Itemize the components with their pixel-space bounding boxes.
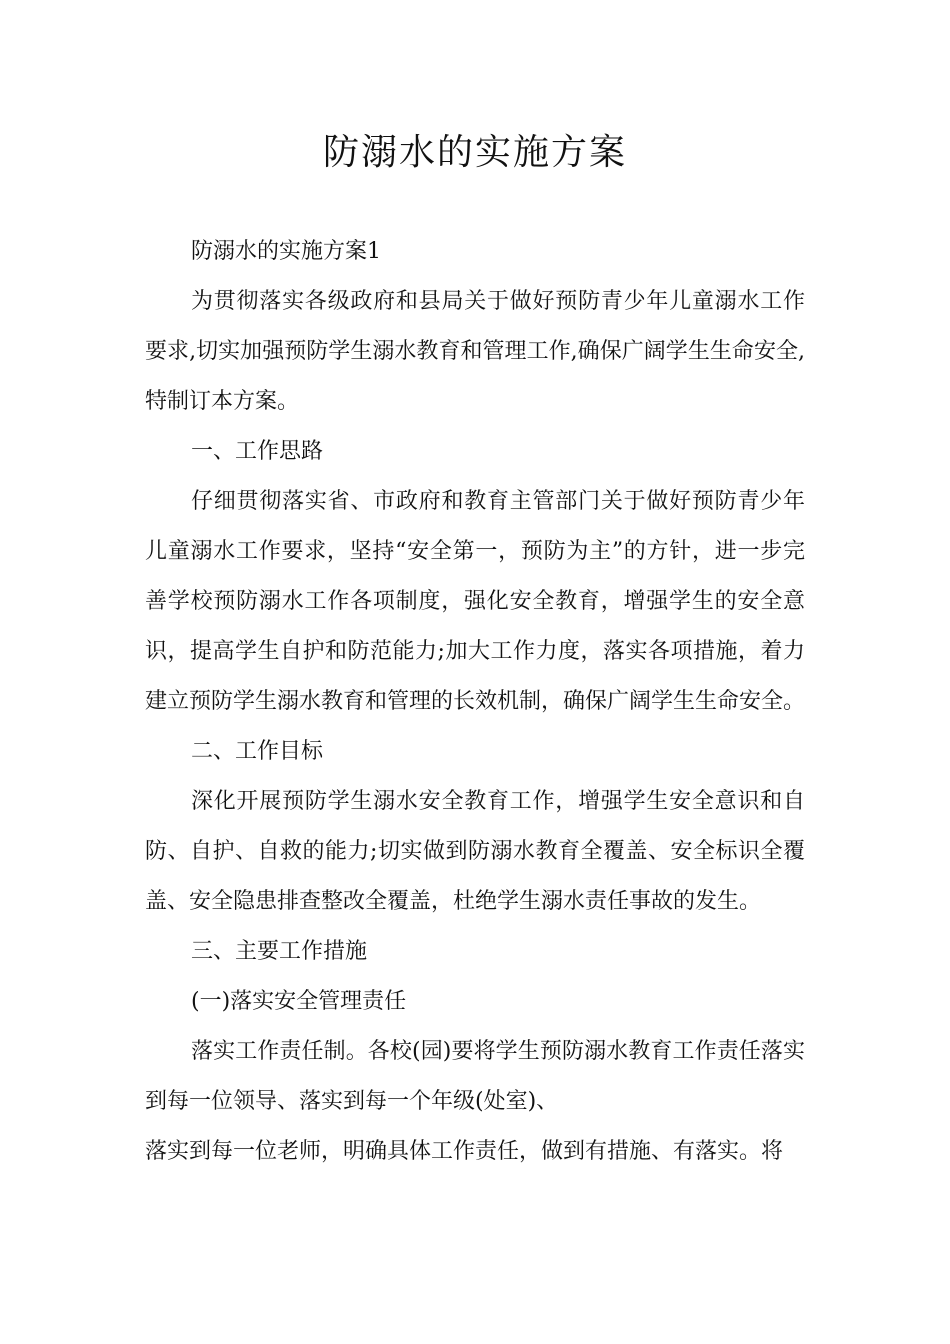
document-title: 防溺水的实施方案 (322, 132, 627, 173)
paragraph-work-approach: 仔细贯彻落实省、市政府和教育主管部门关于做好预防青少年儿童溺水工作要求，坚持“安全第一，预防为主”的方针，进一步完善学校预防溺水工作各项制度，强化安全教育，增强学生的安全意识，提高学生自护和防范能力;加大工作力度，落实各项措施，着力建立预防学生溺水教育和管理的长效机制，确保广阔学生生命安全。 (145, 489, 806, 714)
section-heading-main-measures: 三、主要工作措施 (191, 939, 368, 964)
subsection-heading-safety-responsibility: (一)落实安全管理责任 (191, 989, 407, 1014)
paragraph-work-goals: 深化开展预防学生溺水安全教育工作，增强学生安全意识和自防、自护、自救的能力;切实做到防溺水教育全覆盖、安全标识全覆盖、安全隐患排查整改全覆盖，杜绝学生溺水责任事故的发生。 (145, 789, 805, 914)
paragraph-responsibility-continued: 落实到每一位老师，明确具体工作责任，做到有措施、有落实。将 (145, 1139, 784, 1164)
paragraph-responsibility: 落实工作责任制。各校(园)要将学生预防溺水教育工作责任落实到每一位领导、落实到每一个年级(处室)、 (145, 1039, 805, 1114)
section-heading-plan-1: 防溺水的实施方案1 (191, 239, 381, 264)
section-heading-work-approach: 一、工作思路 (191, 439, 324, 464)
section-heading-work-goals: 二、工作目标 (191, 739, 324, 764)
paragraph-intro: 为贯彻落实各级政府和县局关于做好预防青少年儿童溺水工作要求,切实加强预防学生溺水教育和管理工作,确保广阔学生生命安全,特制订本方案。 (145, 289, 805, 414)
document-body (145, 227, 805, 1177)
